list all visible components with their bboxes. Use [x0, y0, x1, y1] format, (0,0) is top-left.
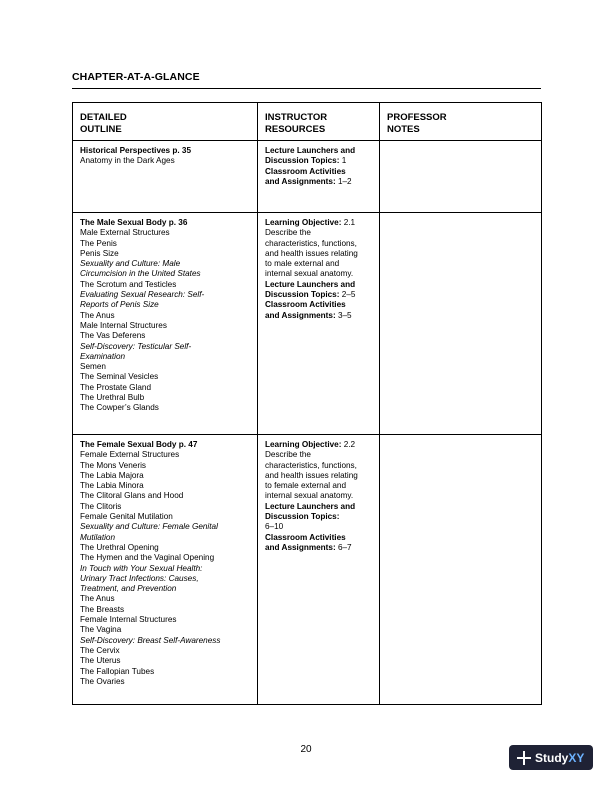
resource-line	[265, 290, 372, 300]
chapter-at-a-glance-table	[72, 102, 542, 705]
outline-item: The Anus	[80, 310, 115, 320]
outline-item: Self-Discovery: Breast Self-Awareness	[80, 635, 221, 645]
resource-text: Lecture Launchers and	[265, 501, 356, 511]
outline-item: In Touch with Your Sexual Health:	[80, 563, 203, 573]
resource-text: characteristics, functions,	[265, 460, 357, 470]
resource-text: 6–10	[265, 522, 284, 532]
outline-item: Female Internal Structures	[80, 615, 177, 625]
outline-item: The Clitoral Glans and Hood	[80, 491, 184, 501]
outline-item: The Labia Minora	[80, 481, 144, 491]
resource-line	[265, 533, 372, 543]
resource-text: characteristics, functions,	[265, 238, 357, 248]
resource-line	[265, 450, 372, 460]
title-divider	[72, 88, 541, 89]
outline-item: The Clitoris	[80, 501, 122, 511]
resource-text: internal sexual anatomy.	[265, 491, 354, 501]
outline-section-title: Historical Perspectives p. 35	[80, 146, 192, 155]
outline-item: The Urethral Opening	[80, 542, 159, 552]
resource-text: Lecture Launchers and	[265, 146, 356, 155]
resource-text: to female external and	[265, 481, 347, 491]
outline-item: Penis Size	[80, 248, 119, 258]
resource-line	[265, 440, 372, 450]
notes-cell	[380, 141, 542, 213]
table-row	[73, 141, 542, 213]
table-header-row	[73, 103, 542, 141]
outline-item: Male External Structures	[80, 228, 170, 238]
resource-text: 6–7	[335, 542, 352, 552]
resource-text: and Assignments:	[265, 176, 336, 186]
resource-text: to male external and	[265, 259, 340, 269]
resources-cell	[258, 213, 380, 435]
resource-text: internal sexual anatomy.	[265, 269, 354, 279]
resource-text: 2.2	[341, 440, 356, 449]
outline-item: The Fallopian Tubes	[80, 666, 155, 676]
resource-text: and health issues relating	[265, 470, 358, 480]
resource-text: Classroom Activities	[265, 532, 346, 542]
outline-item: The Vagina	[80, 625, 122, 635]
resource-line	[265, 471, 372, 481]
outline-item: The Cowper’s Glands	[80, 403, 159, 413]
outline-item: Self-Discovery: Testicular Self-	[80, 341, 192, 351]
outline-item: The Penis	[80, 238, 117, 248]
outline-item: The Cervix	[80, 645, 120, 655]
resource-text: Describe the	[265, 450, 311, 460]
resource-line	[265, 481, 372, 491]
outline-item: The Ovaries	[80, 676, 125, 686]
resources-cell	[258, 435, 380, 705]
resource-line	[265, 522, 372, 532]
resource-line	[265, 167, 372, 177]
header-instructor-resources: INSTRUCTOR RESOURCES	[258, 103, 380, 141]
resource-line	[265, 461, 372, 471]
outline-item: Evaluating Sexual Research: Self-	[80, 290, 205, 300]
resource-line	[265, 228, 372, 238]
outline-cell	[73, 435, 258, 705]
outline-item: The Labia Majora	[80, 470, 144, 480]
plus-icon	[515, 745, 535, 770]
resource-line	[265, 512, 372, 522]
resource-text: Lecture Launchers and	[265, 279, 356, 289]
outline-item: The Prostate Gland	[80, 382, 151, 392]
resource-line	[265, 543, 372, 553]
outline-item: Circumcision in the United States	[80, 269, 201, 279]
resource-text: Classroom Activities	[265, 166, 346, 176]
resource-text: 1	[339, 156, 347, 166]
resource-text: 3–5	[335, 310, 352, 320]
resource-line	[265, 300, 372, 310]
resource-line	[265, 502, 372, 512]
outline-item: Reports of Penis Size	[80, 300, 159, 310]
resource-text: and health issues relating	[265, 248, 358, 258]
resource-text: Discussion Topics:	[265, 512, 340, 522]
outline-item: Sexuality and Culture: Male	[80, 259, 181, 269]
outline-cell	[73, 141, 258, 213]
resource-text: Classroom Activities	[265, 300, 346, 310]
outline-item: The Urethral Bulb	[80, 393, 145, 403]
page-number: 20	[300, 744, 312, 755]
resource-line	[265, 491, 372, 501]
resource-text: and Assignments:	[265, 542, 336, 552]
resource-text: 2–5	[339, 290, 356, 300]
resource-line	[265, 156, 372, 166]
outline-section-title: The Female Sexual Body p. 47	[80, 440, 198, 449]
watermark-brand: Study	[535, 750, 569, 765]
outline-item: The Breasts	[80, 604, 125, 614]
outline-item: The Anus	[80, 594, 115, 604]
resource-text: 1–2	[335, 176, 352, 186]
page-title: CHAPTER-AT-A-GLANCE	[72, 71, 200, 83]
studyxy-watermark	[509, 745, 593, 770]
resource-text: Discussion Topics:	[265, 290, 340, 300]
resource-line	[265, 177, 372, 187]
outline-item: The Vas Deferens	[80, 331, 146, 341]
table-row	[73, 213, 542, 435]
resource-line	[265, 311, 372, 321]
outline-item: Male Internal Structures	[80, 320, 167, 330]
resource-line	[265, 249, 372, 259]
resource-line	[265, 239, 372, 249]
resource-text: 2.1	[341, 218, 356, 227]
outline-item: The Hymen and the Vaginal Opening	[80, 553, 215, 563]
resource-text: Learning Objective:	[265, 440, 342, 449]
resource-text: Learning Objective:	[265, 218, 342, 227]
outline-item: Examination	[80, 351, 126, 361]
resources-cell	[258, 141, 380, 213]
resource-line	[265, 218, 372, 228]
notes-cell	[380, 213, 542, 435]
header-detailed-outline: DETAILED OUTLINE	[73, 103, 258, 141]
resource-line	[265, 146, 372, 156]
outline-item: Sexuality and Culture: Female Genital	[80, 522, 218, 532]
resource-text: Describe the	[265, 228, 311, 238]
outline-item: The Scrotum and Testicles	[80, 279, 177, 289]
outline-item: Female Genital Mutilation	[80, 512, 173, 522]
outline-item: The Uterus	[80, 656, 121, 666]
outline-item: The Seminal Vesicles	[80, 372, 159, 382]
resource-line	[265, 280, 372, 290]
outline-cell	[73, 213, 258, 435]
outline-item: Female External Structures	[80, 450, 180, 460]
outline-item: Semen	[80, 362, 106, 372]
resource-text: Discussion Topics:	[265, 156, 340, 166]
resource-text: and Assignments:	[265, 310, 336, 320]
resource-line	[265, 269, 372, 279]
outline-item: Anatomy in the Dark Ages	[80, 156, 175, 166]
outline-section-title: The Male Sexual Body p. 36	[80, 218, 188, 227]
header-professor-notes: PROFESSOR NOTES	[380, 103, 542, 141]
outline-item: The Mons Veneris	[80, 460, 146, 470]
table-row	[73, 435, 542, 705]
outline-item: Treatment, and Prevention	[80, 584, 177, 594]
outline-item: Mutilation	[80, 532, 116, 542]
watermark-brand-accent: XY	[568, 750, 585, 765]
outline-item: Urinary Tract Infections: Causes,	[80, 573, 199, 583]
notes-cell	[380, 435, 542, 705]
resource-line	[265, 259, 372, 269]
